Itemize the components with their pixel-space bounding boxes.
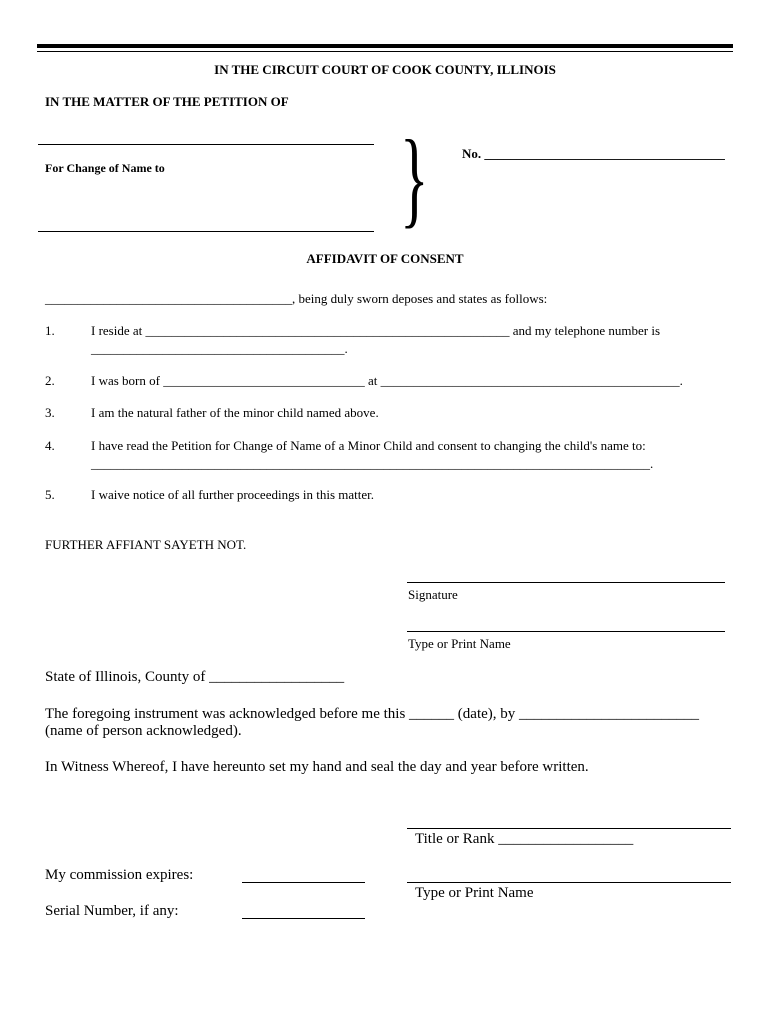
caption-brace: } — [400, 119, 429, 238]
item-2-number: 2. — [45, 373, 55, 388]
acknowledgment-name: (name of person acknowledged). — [45, 723, 242, 739]
print-name-label: Type or Print Name — [408, 636, 511, 651]
intro-statement: ______________________________________, being duly sworn deposes and states as follows: — [45, 291, 548, 306]
new-name-line[interactable] — [38, 231, 374, 232]
petitioner-name-line[interactable] — [38, 144, 374, 145]
item-4-child-name: ______________________________________________________________________________________. — [91, 456, 654, 471]
acknowledgment-line: The foregoing instrument was acknowledged before me this ______ (date), by ________________________ — [45, 706, 700, 722]
notary-print-name-label: Type or Print Name — [415, 885, 534, 901]
top-rule-thin — [37, 51, 733, 52]
signature-line[interactable] — [407, 582, 725, 583]
serial-number-line[interactable] — [242, 918, 365, 919]
change-of-name-label: For Change of Name to — [45, 161, 165, 175]
matter-label: IN THE MATTER OF THE PETITION OF — [45, 94, 289, 109]
case-number-field[interactable]: No. _____________________________________ — [462, 146, 725, 161]
court-title: IN THE CIRCUIT COURT OF COOK COUNTY, ILLINOIS — [214, 62, 556, 77]
print-name-line[interactable] — [407, 631, 725, 632]
commission-date-line[interactable] — [242, 882, 365, 883]
state-county: State of Illinois, County of __________________ — [45, 669, 345, 685]
item-2-birth: I was born of _______________________________ at ______________________________________________. — [91, 373, 683, 388]
title-or-rank: Title or Rank __________________ — [415, 831, 634, 847]
notary-signature-line[interactable] — [407, 828, 731, 829]
witness-statement: In Witness Whereof, I have hereunto set my hand and seal the day and year before written. — [45, 759, 589, 775]
serial-label: Serial Number, if any: — [45, 903, 179, 919]
item-5-waive: I waive notice of all further proceedings in this matter. — [91, 487, 375, 502]
top-rule-thick — [37, 44, 733, 48]
notary-print-name-line[interactable] — [407, 882, 731, 883]
item-1-number: 1. — [45, 323, 55, 338]
signature-label: Signature — [408, 587, 458, 602]
further-affiant: FURTHER AFFIANT SAYETH NOT. — [45, 537, 247, 552]
commission-label: My commission expires: — [45, 867, 194, 883]
item-5-number: 5. — [45, 487, 55, 502]
item-1-phone: _______________________________________. — [91, 341, 348, 356]
item-3-father: I am the natural father of the minor child named above. — [91, 405, 379, 420]
item-3-number: 3. — [45, 405, 55, 420]
document-title: AFFIDAVIT OF CONSENT — [306, 251, 464, 266]
item-4-number: 4. — [45, 438, 55, 453]
item-1-residence: I reside at ________________________________________________________ and my telephone number is — [91, 323, 661, 338]
item-4-consent: I have read the Petition for Change of Name of a Minor Child and consent to changing the child's name to: — [91, 438, 646, 453]
